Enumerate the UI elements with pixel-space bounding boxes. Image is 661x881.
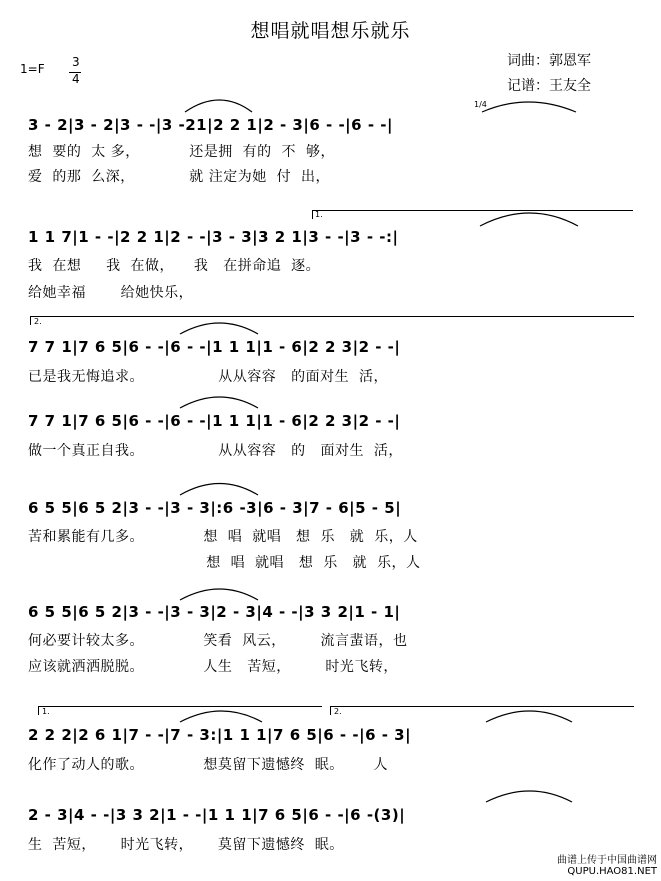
system-6-lyrics-1: 何必要计较太多。 笑看 风云， 流言蜚语，也	[28, 633, 408, 649]
song-title: 想唱就唱想乐就乐	[250, 20, 411, 42]
key-signature: 1=F	[20, 62, 45, 76]
tie-arc	[480, 213, 578, 226]
tie-arc	[180, 711, 262, 722]
system-3-notes: 7 7 1|7 6 5|6 - -|6 - -|1 1 1|1 - 6|2 2 3|2 - -|	[28, 338, 401, 356]
system-2-lyrics-1: 我 在想 我 在做， 我 在拼命追 逐。	[28, 258, 321, 274]
time-signature-bottom: 4	[72, 72, 80, 86]
tie-arc	[486, 791, 572, 802]
watermark-line-1: 曲谱上传于中国曲谱网	[557, 855, 657, 866]
system-6-lyrics-2: 应该就洒洒脱脱。 人生 苦短， 时光飞转，	[28, 659, 398, 675]
second-ending-label: 2.	[34, 317, 42, 326]
system-5-notes: 6 5 5|6 5 2|3 - -|3 - 3|:6 -3|6 - 3|7 - 6|5 - 5|	[28, 499, 402, 517]
tie-arc	[486, 711, 572, 722]
transcriber-credit: 记谱：王友全	[507, 78, 591, 94]
system-3-lyrics-1: 已是我无悔追求。 从从容容 的面对生 活，	[28, 369, 389, 385]
system-6-notes: 6 5 5|6 5 2|3 - -|3 - 3|2 - 3|4 - -|3 3 2|1 - 1|	[28, 603, 401, 621]
tie-arc	[482, 102, 576, 112]
system-2-notes: 1 1 7|1 - -|2 2 1|2 - -|3 - 3|3 2 1|3 - -|3 - -:|	[28, 228, 399, 246]
site-watermark	[557, 855, 657, 877]
tie-arc	[185, 100, 252, 112]
tie-arc	[180, 589, 258, 600]
first-ending-label-2: 1.	[42, 707, 50, 716]
first-ending-label: 1.	[315, 210, 323, 219]
tie-arc	[180, 397, 258, 408]
system-4-notes: 7 7 1|7 6 5|6 - -|6 - -|1 1 1|1 - 6|2 2 3|2 - -|	[28, 412, 401, 430]
system-2-lyrics-2: 给她幸福 给她快乐，	[28, 285, 194, 301]
watermark-line-2: QUPU.HAO81.NET	[567, 866, 657, 877]
system-4-lyrics-1: 做一个真正自我。 从从容容 的 面对生 活，	[28, 443, 403, 459]
tie-arc	[180, 323, 258, 334]
system-5-lyrics-2: 想 唱 就唱 想 乐 就 乐，人	[28, 555, 421, 571]
system-8-lyrics-1: 生 苦短， 时光飞转， 莫留下遗憾终 眠。	[28, 837, 344, 853]
system-1-lyrics-1: 想 要的 太 多， 还是拥 有的 不 够，	[28, 144, 335, 160]
tie-arc	[180, 484, 258, 496]
lyrics-music-credit: 词曲：郭恩军	[507, 53, 591, 69]
second-ending-label-2: 2.	[334, 707, 342, 716]
system-1-lyrics-2: 爱 的那 么深， 就 注定为她 付 出，	[28, 169, 331, 185]
system-8-notes: 2 - 3|4 - -|3 3 2|1 - -|1 1 1|7 6 5|6 - -|6 -(3)|	[28, 806, 406, 824]
time-signature-top: 3	[72, 55, 80, 69]
quarter-mark: 1/4	[474, 100, 487, 109]
system-1-notes: 3 - 2|3 - 2|3 - -|3 -21|2 2 1|2 - 3|6 - -|6 - -|	[28, 116, 393, 134]
system-5-lyrics-1: 苦和累能有几多。 想 唱 就唱 想 乐 就 乐，人	[28, 529, 418, 545]
system-7-lyrics-1: 化作了动人的歌。 想莫留下遗憾终 眠。 人	[28, 757, 389, 773]
system-7-notes: 2 2 2|2 6 1|7 - -|7 - 3:|1 1 1|7 6 5|6 - -|6 - 3|	[28, 726, 412, 744]
